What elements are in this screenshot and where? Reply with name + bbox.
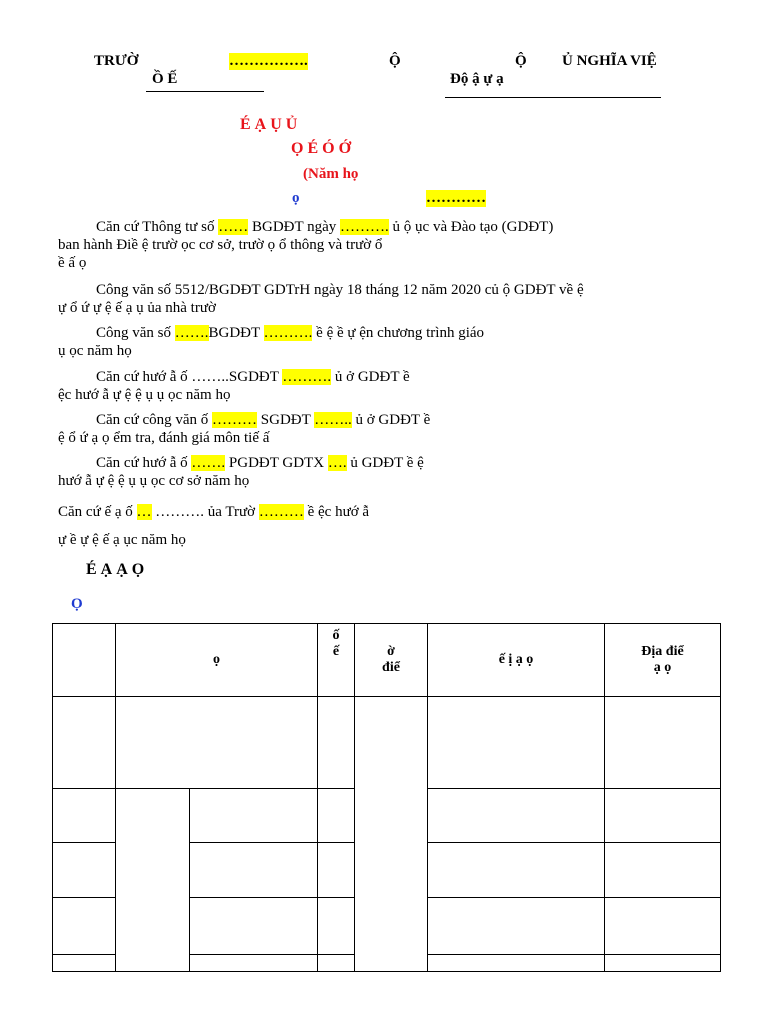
subject-blank: ………… bbox=[426, 190, 486, 206]
table-header-cell-5: ế ị ạ ọ bbox=[428, 624, 605, 697]
basis-paragraph-5: Căn cứ công văn ố ……… SGDĐT …….. ủ ở GDĐT ề ệ ổ ứ ạ ọ ểm tra, đánh giá môn tiế ấ bbox=[58, 412, 431, 446]
basis-paragraph-4: Căn cứ hướ ẫ ố ……..SGDĐT ………. ủ ở GDĐT ề ệc hướ ẫ ự ệ ệ ụ ụ ọc năm họ bbox=[58, 369, 410, 403]
republic-title-part-1: Ộ bbox=[389, 53, 401, 69]
basis-paragraph-3: Công văn số …….BGDĐT ………. ề ệ ề ự ện chương trình giáo ụ ọc năm họ bbox=[58, 325, 485, 359]
table-row bbox=[53, 697, 721, 789]
republic-title-part-3: Ủ NGHĨA VIỆ bbox=[562, 53, 657, 69]
table-header-cell-1 bbox=[53, 624, 116, 697]
department-name: Ồ Ế bbox=[152, 71, 178, 87]
school-year-label: (Năm họ bbox=[303, 166, 359, 182]
table-header-cell-2: ọ bbox=[116, 624, 318, 697]
basis-paragraph-6: Căn cứ hướ ẫ ố ……. PGDĐT GDTX …. ủ GDĐT ề ệ hướ ẫ ự ệ ệ ụ ụ ọc cơ sở năm họ bbox=[58, 455, 424, 489]
table-header-cell-6: Địa điể ạ ọ bbox=[605, 624, 721, 697]
section-heading: É Ạ Ạ Ọ bbox=[86, 561, 145, 578]
teaching-plan-table bbox=[52, 623, 721, 972]
subsection-label: Ọ bbox=[71, 596, 83, 612]
document-title-line-2: Ọ É Ó Ớ bbox=[291, 140, 352, 157]
right-header-underline bbox=[445, 97, 661, 98]
republic-title-part-2: Ộ bbox=[515, 53, 527, 69]
school-name-label: TRƯỜ bbox=[94, 53, 139, 69]
table-header-cell-3: ố ế bbox=[318, 624, 355, 697]
basis-paragraph-7: Căn cứ ế ạ ố … ………. ủa Trườ ……… ề ệc hướ ẫ ự ề ự ệ ế ạ ục năm họ bbox=[58, 504, 370, 548]
left-header-underline bbox=[146, 91, 264, 92]
basis-paragraph-2: Công văn số 5512/BGDĐT GDTrH ngày 18 tháng 12 năm 2020 củ ộ GDĐT về ệ ự ổ ứ ự ệ ế ạ ụ ủa nhà trườ bbox=[58, 282, 584, 316]
school-name-blank: ……………. bbox=[229, 53, 308, 69]
table-header-row bbox=[53, 624, 721, 697]
document-title-line-1: É Ạ Ụ Ủ bbox=[240, 116, 298, 133]
basis-paragraph-1: Căn cứ Thông tư số …… BGDĐT ngày ………. ủ ộ ục và Đào tạo (GDĐT) ban hành Điề ệ trườ ọc cơ sở, trườ ọ ổ thông và trườ ổ ề ấ ọ bbox=[58, 219, 554, 271]
subject-label: ọ bbox=[292, 190, 300, 206]
motto: Độ ậ ự ạ bbox=[450, 71, 504, 87]
table-header-cell-4: ờ điể bbox=[355, 624, 428, 697]
